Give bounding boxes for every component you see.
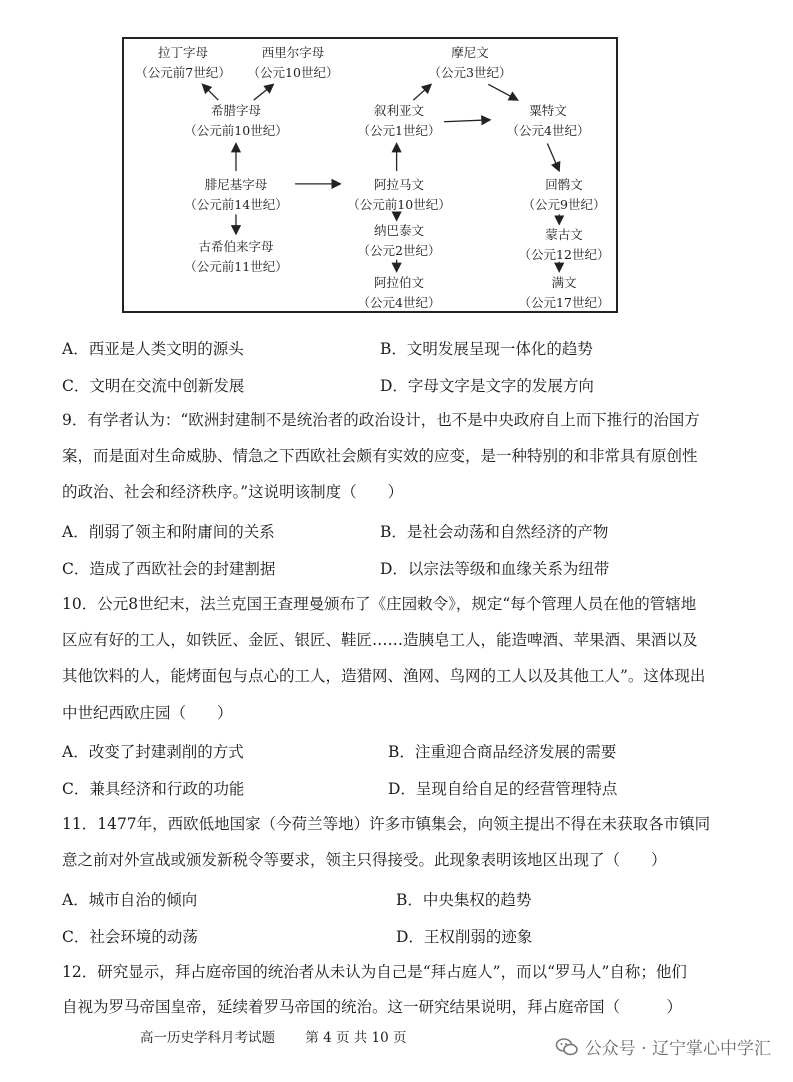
q9-option-b: B．是社会动荡和自然经济的产物	[380, 523, 609, 541]
q10-line-1: 10．公元8世纪末，法兰克国王查理曼颁布了《庄园敕令》，规定“每个管理人员在他的管辖地	[62, 595, 697, 613]
node-mongolian: 蒙古文 （公元12世纪）	[518, 227, 610, 262]
node-latin: 拉丁字母 （公元前7世纪）	[135, 45, 231, 80]
q12-line-2: 自视为罗马帝国皇帝，延续着罗马帝国的统治。这一研究结果说明，拜占庭帝国（ ）	[62, 998, 683, 1016]
arrow-greek-latin	[202, 84, 218, 100]
arrow-syriac-manichaean	[413, 84, 431, 100]
script-evolution-diagram	[122, 37, 618, 313]
watermark-text: 公众号 · 辽宁掌心中学汇	[584, 1039, 771, 1059]
q9-line-3: 的政治、社会和经济秩序。”这说明该制度（ ）	[62, 483, 404, 501]
arrow-manichaean-sogdian	[488, 84, 518, 100]
wechat-icon	[555, 1035, 579, 1059]
q11-line-1: 11．1477年，西欧低地国家（今荷兰等地）许多市镇集会，向领主提出不得在未获取各市镇同	[62, 815, 711, 833]
q10-line-4: 中世纪西欧庄园（ ）	[62, 704, 233, 722]
node-syriac: 叙利亚文 （公元1世纪）	[357, 103, 441, 138]
exam-title: 高一历史学科月考试题	[140, 1030, 275, 1046]
node-sogdian: 粟特文 （公元4世纪）	[506, 103, 590, 138]
node-manchu: 满文 （公元17世纪）	[518, 275, 610, 310]
page-number: 第 4 页 共 10 页	[305, 1030, 407, 1046]
arrow-greek-cyrillic	[254, 84, 274, 100]
node-nabataean: 纳巴泰文 （公元2世纪）	[357, 223, 441, 258]
q8-option-a: A．西亚是人类文明的源头	[62, 340, 244, 358]
q12-line-1: 12．研究显示，拜占庭帝国的统治者从未认为自己是“拜占庭人”，而以“罗马人”自称；他们	[62, 963, 687, 981]
q11-option-c: C．社会环境的动荡	[62, 928, 198, 946]
node-aramaic: 阿拉马文 （公元前10世纪）	[347, 177, 451, 212]
page-footer	[140, 1026, 433, 1046]
q8-option-d: D．字母文字是文字的发展方向	[380, 377, 594, 395]
q8-option-c: C．文明在交流中创新发展	[62, 377, 245, 395]
q10-option-c: C．兼具经济和行政的功能	[62, 780, 245, 798]
wechat-watermark	[555, 1034, 771, 1059]
q8-option-b: B．文明发展呈现一体化的趋势	[380, 340, 593, 358]
q9-option-a: A．削弱了领主和附庸间的关系	[62, 523, 275, 541]
arrow-sogdian-uyghur	[547, 143, 559, 171]
node-arabic: 阿拉伯文 （公元4世纪）	[357, 275, 441, 310]
node-old-hebrew: 古希伯来字母 （公元前11世纪）	[184, 239, 288, 274]
q10-line-3: 其他饮料的人，能烤面包与点心的工人，造猎网、渔网、鸟网的工人以及其他工人”。这体现出	[62, 667, 706, 685]
q10-option-d: D．呈现自给自足的经营管理特点	[388, 780, 618, 798]
q9-line-1: 9．有学者认为：“欧洲封建制不是统治者的政治设计，也不是中央政府自上而下推行的治国方	[62, 411, 700, 429]
node-cyrillic: 西里尔字母 （公元10世纪）	[247, 45, 339, 80]
q11-line-2: 意之前对外宣战或颁发新税令等要求，领主只得接受。此现象表明该地区出现了（ ）	[62, 851, 667, 869]
q10-option-a: A．改变了封建剥削的方式	[62, 743, 244, 761]
node-manichaean: 摩尼文 （公元3世纪）	[428, 45, 512, 80]
node-uyghur: 回鹘文 （公元9世纪）	[522, 177, 606, 212]
q11-option-a: A．城市自治的倾向	[62, 891, 198, 909]
node-greek: 希腊字母 （公元前10世纪）	[184, 103, 288, 138]
q10-option-b: B．注重迎合商品经济发展的需要	[388, 743, 617, 761]
q11-option-b: B．中央集权的趋势	[396, 891, 532, 909]
q9-option-d: D．以宗法等级和血缘关系为纽带	[380, 560, 610, 578]
q10-line-2: 区应有好的工人，如铁匠、金匠、银匠、鞋匠……造胰皂工人，能造啤酒、苹果酒、果酒以及	[62, 631, 698, 649]
node-phoenician: 腓尼基字母 （公元前14世纪）	[184, 177, 288, 212]
q11-option-d: D．王权削弱的迹象	[396, 928, 533, 946]
q9-line-2: 案，而是面对生命威胁、情急之下西欧社会颇有实效的应变，是一种特别的和非常具有原创性	[62, 447, 698, 465]
q9-option-c: C．造成了西欧社会的封建割据	[62, 560, 276, 578]
